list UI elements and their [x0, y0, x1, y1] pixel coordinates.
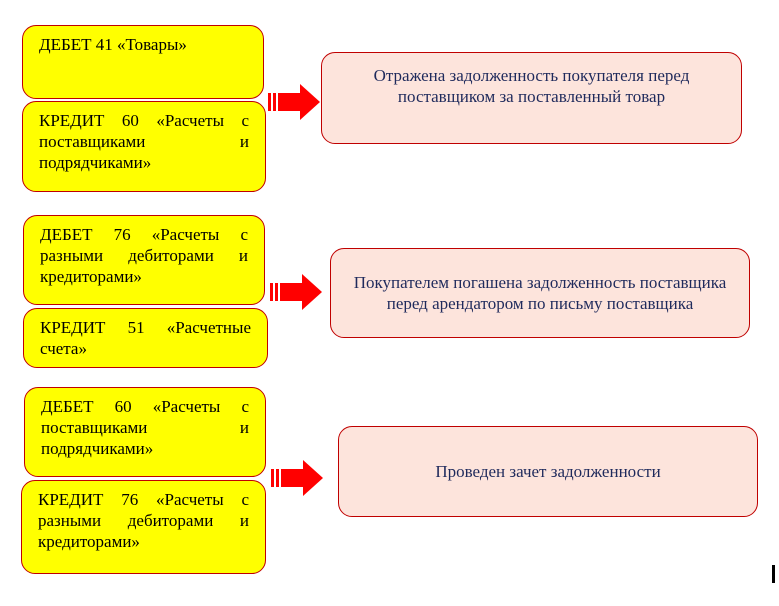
result-box-3 [338, 426, 758, 517]
arrow-icon-1 [268, 84, 320, 120]
result-box-2 [330, 248, 750, 338]
debit-text-1: ДЕБЕТ 41 «Товары» [39, 35, 187, 54]
arrow-icon-2 [270, 274, 322, 310]
debit-text-2: ДЕБЕТ 76 «Расчеты с разными дебиторами и кредиторами» [40, 225, 248, 286]
result-text-1: Отражена задолженность покупателя перед поставщиком за поставленный товар [373, 66, 690, 106]
debit-box-1 [22, 25, 264, 99]
credit-box-3 [21, 480, 266, 574]
debit-box-2 [23, 215, 265, 305]
credit-box-2 [23, 308, 268, 368]
credit-text-3: КРЕДИТ 76 «Расчеты с разными дебиторами и кредиторами» [38, 490, 249, 551]
credit-text-1: КРЕДИТ 60 «Расчеты с поставщиками и подрядчиками» [39, 111, 249, 172]
text-cursor [772, 565, 775, 583]
debit-box-3 [24, 387, 266, 477]
result-box-1 [321, 52, 742, 144]
result-text-3: Проведен зачет задолженности [435, 462, 661, 481]
debit-text-3: ДЕБЕТ 60 «Расчеты с поставщиками и подрядчиками» [41, 397, 249, 458]
arrow-icon-3 [271, 460, 323, 496]
result-text-2: Покупателем погашена задолженность поставщика перед арендатором по письму поставщика [353, 273, 727, 313]
credit-text-2: КРЕДИТ 51 «Расчетные счета» [40, 318, 251, 358]
credit-box-1 [22, 101, 266, 192]
